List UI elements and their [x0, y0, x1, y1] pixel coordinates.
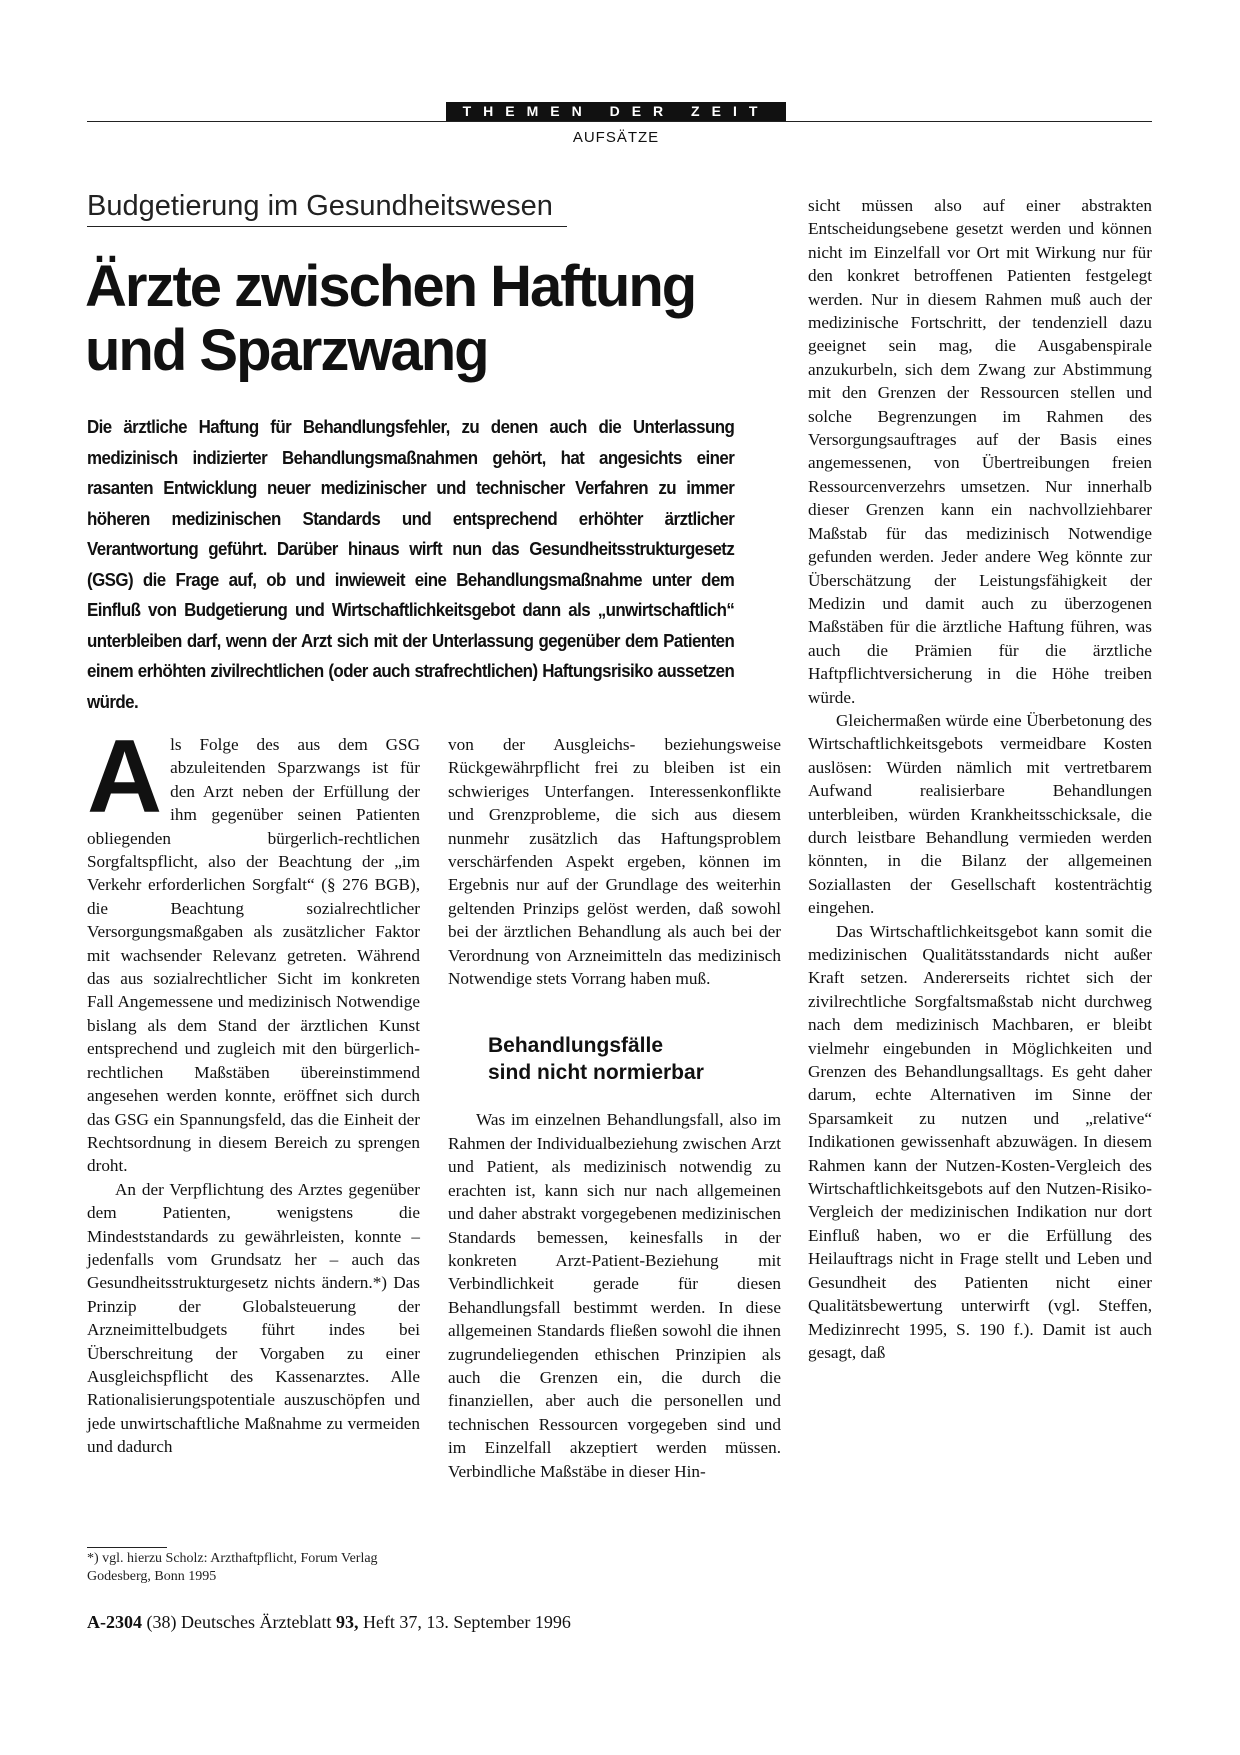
paragraph: von der Ausgleichs- beziehungsweise Rückgewährpflicht frei zu bleiben ist ein schwieriges Unterfangen. Interessenkonflikte und Grenzprobleme, die sich aus diesem nunmehr zusätzlich das Haftungsproblem verschärfenden Aspekt ergeben, können im Ergebnis nur auf der Grundlage des weiterhin geltenden Prinzips gelöst werden, daß sowohl bei der ärztlichen Behandlung als auch bei der Verordnung von Arzneimitteln das medizinisch Notwendige stets Vorrang haben muß.	[448, 735, 781, 989]
paragraph-text: ls Folge des aus dem GSG abzuleitenden Sparzwangs ist für den Arzt neben der Erfüllung der ihm gegenüber seinen Patienten obliegenden bürgerlich-rechtlichen Sorgfaltspflicht, also der Beachtung der „im Verkehr erforderlichen Sorgfalt“ (§ 276 BGB), die Beachtung sozialrechtlicher Versorgungsmaßgaben als zusätzlicher Faktor mit wachsender Relevanz getreten. Während das aus sozialrechtlicher Sicht im konkreten Fall Angemessene und medizinisch Notwendige bislang als dem Stand der ärztlichen Kunst entsprechend und zugleich mit den bürgerlich-rechtlichen Maßstäben übereinstimmend angesehen werden konnte, eröffnet sich durch das GSG ein Spannungsfeld, das die Einheit der Rechtsordnung in diesem Bereich zu sprengen droht.	[87, 735, 420, 1176]
issue-date: Heft 37, 13. September 1996	[362, 1612, 571, 1632]
paragraph: Was im einzelnen Behandlungsfall, also im Rahmen der Individualbeziehung zwischen Arzt und Patient, als medizinisch notwendig zu erachten ist, kann sich nur nach allgemeinen und daher abstrakt vorgegebenen medizinischen Standards bemessen, keinesfalls in der konkreten Arzt-Patient-Beziehung mit Verbindlichkeit gerade für diesen Behandlungsfall bestimmt werden. In diese allgemeinen Standards fließen sowohl die ihnen zugrundeliegenden ethischen Prinzipien als auch die Grenzen ein, die durch die finanziellen, aber auch die personellen und technischen Ressourcen vorgegeben sind und im Einzelfall akzeptiert werden müssen. Verbindliche Maßstäbe in dieser Hin-	[448, 1110, 781, 1481]
header-rule	[87, 121, 1152, 122]
subheading-line-1: Behandlungsfälle	[488, 1034, 664, 1058]
subheading-line-2: sind nicht normierbar	[488, 1061, 704, 1085]
title-line-2: und Sparzwang	[85, 318, 488, 383]
paragraph: sicht müssen also auf einer abstrakten Entscheidungsebene gesetzt werden und können nicht im Einzelfall vor Ort mit Wirkung nur für den konkret betroffenen Patienten festgelegt werden. Nur in diesem Rahmen muß auch der medizinische Fortschritt, der tendenziell dazu geeignet sein mag, die Ausgabenspirale anzukurbeln, sich dem Zwang zur Abstimmung mit den Grenzen der Ressourcen stellen und solche Begrenzungen im Rahmen des Versorgungsauftrages auf der Basis eines angemessenen, von Übertreibungen freien Ressourcenverzehrs umsetzen. Nur innerhalb dieser Grenzen kann ein nachvollziehbarer Maßstab für das medizinisch Notwendige gefunden werden. Jeder andere Weg könnte zur Überschätzung der Leistungsfähigkeit der Medizin und damit auch zu überzogenen Maßstäben für die ärztliche Haftung führen, was auch die Prämien für die ärztliche Haftpflichtversicherung in die Höhe treiben würde.	[808, 196, 1152, 707]
text-column-3	[808, 194, 1152, 1364]
paragraph: Das Wirtschaftlichkeitsgebot kann somit die medizinischen Qualitätsstandards nicht außer Kraft setzen. Andererseits richtet sich der zivilrechtliche Sorgfaltsmaßstab nicht durchweg nach dem medizinisch Machbaren, er bleibt vielmehr eingebunden in Möglichkeiten und Grenzen des Behandlungsalltags. Es geht daher darum, echte Alternativen im Sinne der Sparsamkeit zu nutzen und „relative“ Indikationen gewissenhaft abzuwägen. In diesem Rahmen kann der Nutzen-Kosten-Vergleich des Wirtschaftlichkeitsgebots auf den Nutzen-Risiko-Vergleich der medizinischen Indikation nur dort Einfluß haben, wo er die Erfüllung des Heilauftrags nicht in Frage stellt und Leben und Gesundheit des Patienten nicht einer Qualitätsbewertung unterwirft (vgl. Steffen, Medizinrecht 1995, S. 190 f.). Damit ist auch gesagt, daß	[808, 921, 1152, 1362]
text-column-1	[87, 719, 420, 1459]
journal-name: Deutsches Ärzteblatt	[181, 1612, 332, 1632]
subsection-label: AUFSÄTZE	[572, 129, 660, 146]
article-title	[85, 255, 725, 383]
text-column-2	[448, 733, 781, 1483]
page-number: (38)	[146, 1612, 177, 1632]
page-footer	[87, 1612, 571, 1633]
section-label: THEMEN DER ZEIT	[446, 102, 786, 121]
footnote: *) vgl. hierzu Scholz: Arzthaftpflicht, Forum Verlag Godesberg, Bonn 1995	[87, 1551, 378, 1584]
article-kicker: Budgetierung im Gesundheitswesen	[87, 190, 567, 227]
drop-cap: A	[87, 719, 163, 835]
paragraph	[87, 719, 420, 1178]
subheading	[488, 1032, 781, 1086]
paragraph: An der Verpflichtung des Arztes gegenüber dem Patienten, wenigstens die Mindeststandards zu gewährleisten, konnte – jedenfalls vom Grundsatz her – auch das Gesundheitsstrukturgesetz nichts ändern.*) Das Prinzip der Globalsteuerung der Arzneimittelbudgets führt indes bei Überschreitung der Vorgaben zu einer Ausgleichspflicht des Kassenarztes. Alle Rationalisierungspotentiale auszuschöpfen und jede unwirtschaftliche Maßnahme zu vermeiden und dadurch	[87, 1179, 420, 1457]
article-lead: Die ärztliche Haftung für Behandlungsfehler, zu denen auch die Unterlassung medizinisch indizierter Behandlungsmaßnahmen gehört, hat angesichts einer rasanten Entwicklung neuer medizinischer und technischer Verfahren zu immer höheren medizinischen Standards und entsprechend erhöhter ärztlicher Verantwortung geführt. Darüber hinaus wirft nun das Gesundheitsstrukturgesetz (GSG) die Frage auf, ob und inwieweit eine Behandlungsmaßnahme unter dem Einfluß von Budgetierung und Wirtschaftlichkeitsgebot dann als „unwirtschaftlich“ unterbleiben darf, wenn der Arzt sich mit der Unterlassung gegenüber dem Patienten einem erhöhten zivilrechtlichen (oder auch strafrechtlichen) Haftungsrisiko aussetzen würde.	[87, 417, 735, 712]
page-code: A-2304	[87, 1612, 142, 1632]
title-line-1: Ärzte zwischen Haftung	[85, 254, 696, 319]
footnote-rule	[87, 1547, 167, 1548]
volume: 93,	[335, 1612, 359, 1632]
paragraph: Gleichermaßen würde eine Überbetonung des Wirtschaftlichkeitsgebots vermeidbare Kosten auslösen: Würden nämlich mit vertretbarem Aufwand realisierbare Behandlungen unterbleiben, würden Krankheitsschicksale, die durch leistbare Behandlung vermieden werden könnten, in die Bilanz der allgemeinen Soziallasten der Gesellschaft kostenträchtig eingehen.	[808, 710, 1152, 918]
